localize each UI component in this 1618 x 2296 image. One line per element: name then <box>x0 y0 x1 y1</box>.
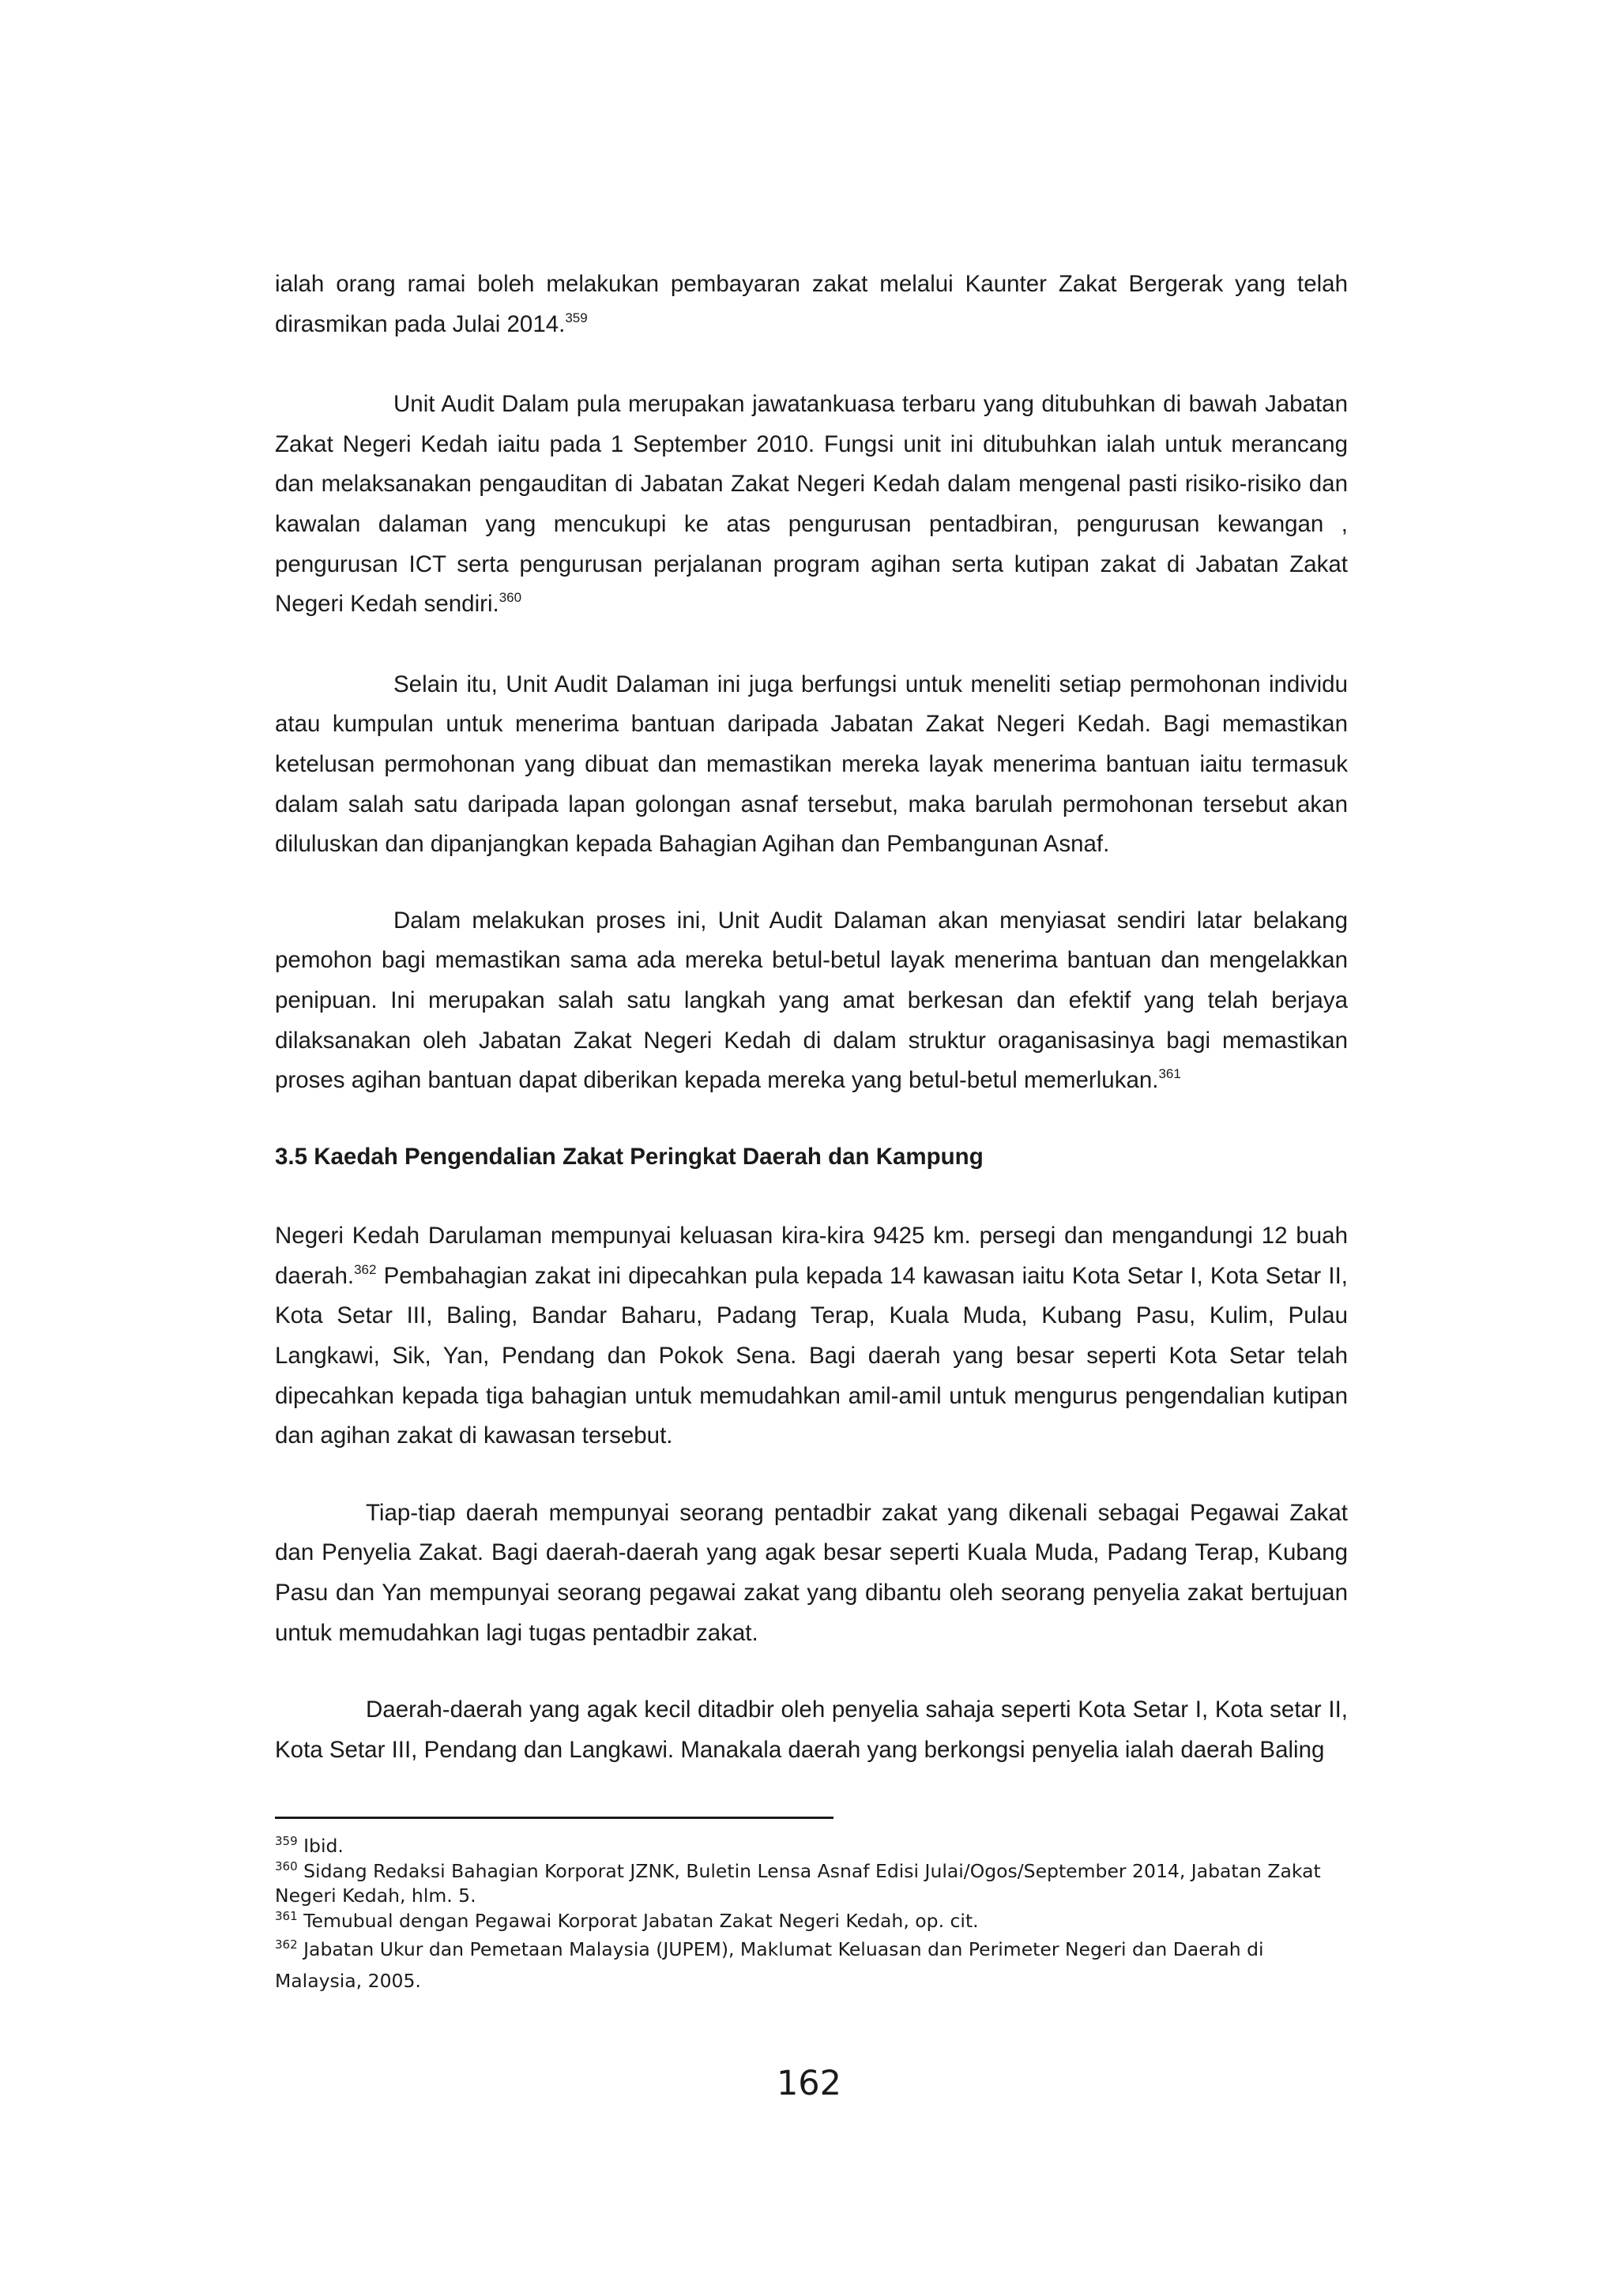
paragraph-7 <box>275 1690 1348 1770</box>
footnote-ref-361: 361 <box>1158 1066 1181 1082</box>
footnote-text: Sidang Redaksi Bahagian Korporat JZNK, Buletin Lensa Asnaf Edisi Julai/Ogos/September 2014, Jabatan Zakat Negeri Kedah, hlm. 5. <box>275 1859 1321 1907</box>
page-number: 162 <box>776 2064 842 2103</box>
footnote-text: Ibid. <box>303 1835 344 1857</box>
page-body <box>275 265 1348 1770</box>
paragraph-5-text-after: Pembahagian zakat ini dipecahkan pula kepada 14 kawasan iaitu Kota Setar I, Kota Setar II, Kota Setar III, Baling, Bandar Baharu, Padang Terap, Kuala Muda, Kubang Pasu, Kulim, Pulau Langkawi, Sik, Yan, Pendang dan Pokok Sena. Bagi daerah yang besar seperti Kota Setar telah dipecahkan kepada tiga bahagian untuk memudahkan amil-amil untuk mengurus pengendalian kutipan dan agihan zakat di kawasan tersebut. <box>275 1262 1348 1449</box>
paragraph-2 <box>275 385 1348 625</box>
footnote-ref-362: 362 <box>354 1261 377 1277</box>
paragraph-7-text: Daerah-daerah yang agak kecil ditadbir oleh penyelia sahaja seperti Kota Setar I, Kota setar II, Kota Setar III, Pendang dan Langkawi. Manakala daerah yang berkongsi penyelia ialah daerah Baling <box>275 1697 1348 1763</box>
footnote-ref-360: 360 <box>499 590 522 606</box>
paragraph-5-text-before: Negeri Kedah Darulaman mempunyai keluasan kira-kira 9425 km. persegi dan mengandungi 12 buah daerah. <box>275 1223 1348 1289</box>
footnote-360 <box>275 1859 1348 1909</box>
paragraph-3 <box>275 665 1348 865</box>
paragraph-1 <box>275 265 1348 344</box>
paragraph-4 <box>275 901 1348 1101</box>
footnote-359 <box>275 1834 1348 1859</box>
paragraph-1-text: ialah orang ramai boleh melakukan pembayaran zakat melalui Kaunter Zakat Bergerak yang telah dirasmikan pada Julai 2014. <box>275 271 1348 337</box>
footnote-number: 359 <box>275 1834 298 1848</box>
paragraph-2-text: Unit Audit Dalam pula merupakan jawatankuasa terbaru yang ditubuhkan di bawah Jabatan Zakat Negeri Kedah iaitu pada 1 September 2010. Fungsi unit ini ditubuhkan ialah untuk merancang dan melaksanakan pengauditan di Jabatan Zakat Negeri Kedah dalam mengenal pasti risiko-risiko dan kawalan dalaman yang mencukupi ke atas pengurusan pentadbiran, pengurusan kewangan , pengurusan ICT serta pengurusan perjalanan program agihan serta kutipan zakat di Jabatan Zakat Negeri Kedah sendiri. <box>275 391 1348 618</box>
footnote-361 <box>275 1909 1348 1934</box>
paragraph-4-text: Dalam melakukan proses ini, Unit Audit Dalaman akan menyiasat sendiri latar belakang pemohon bagi memastikan sama ada mereka betul-betul layak menerima bantuan dan mengelakkan penipuan. Ini merupakan salah satu langkah yang amat berkesan dan efektif yang telah berjaya dilaksanakan oleh Jabatan Zakat Negeri Kedah di dalam struktur oraganisasinya bagi memastikan proses agihan bantuan dapat diberikan kepada mereka yang betul-betul memerlukan. <box>275 907 1348 1094</box>
footnote-text: Jabatan Ukur dan Pemetaan Malaysia (JUPEM), Maklumat Keluasan dan Perimeter Negeri dan Daerah di Malaysia, 2005. <box>275 1938 1264 1992</box>
paragraph-3-text: Selain itu, Unit Audit Dalaman ini juga berfungsi untuk meneliti setiap permohonan individu atau kumpulan untuk menerima bantuan daripada Jabatan Zakat Negeri Kedah. Bagi memastikan ketelusan permohonan yang dibuat dan memastikan mereka layak menerima bantuan iaitu termasuk dalam salah satu daripada lapan golongan asnaf tersebut, maka barulah permohonan tersebut akan diluluskan dan dipanjangkan kepada Bahagian Agihan dan Pembangunan Asnaf. <box>275 671 1348 858</box>
footnote-ref-359: 359 <box>565 310 588 325</box>
footnotes <box>275 1834 1348 1997</box>
section-heading: 3.5 Kaedah Pengendalian Zakat Peringkat Daerah dan Kampung <box>275 1143 984 1170</box>
footnote-362 <box>275 1933 1348 1997</box>
footnote-number: 361 <box>275 1908 298 1923</box>
paragraph-6-text: Tiap-tiap daerah mempunyai seorang pentadbir zakat yang dikenali sebagai Pegawai Zakat dan Penyelia Zakat. Bagi daerah-daerah yang agak besar seperti Kuala Muda, Padang Terap, Kubang Pasu dan Yan mempunyai seorang pegawai zakat yang dibantu oleh seorang penyelia zakat bertujuan untuk memudahkan lagi tugas pentadbir zakat. <box>275 1499 1348 1646</box>
paragraph-6 <box>275 1494 1348 1653</box>
paragraph-5 <box>275 1216 1348 1456</box>
footnote-number: 360 <box>275 1858 298 1873</box>
footnote-divider <box>275 1817 833 1819</box>
footnote-number: 362 <box>275 1937 298 1952</box>
footnote-text: Temubual dengan Pegawai Korporat Jabatan Zakat Negeri Kedah, op. cit. <box>303 1909 979 1932</box>
